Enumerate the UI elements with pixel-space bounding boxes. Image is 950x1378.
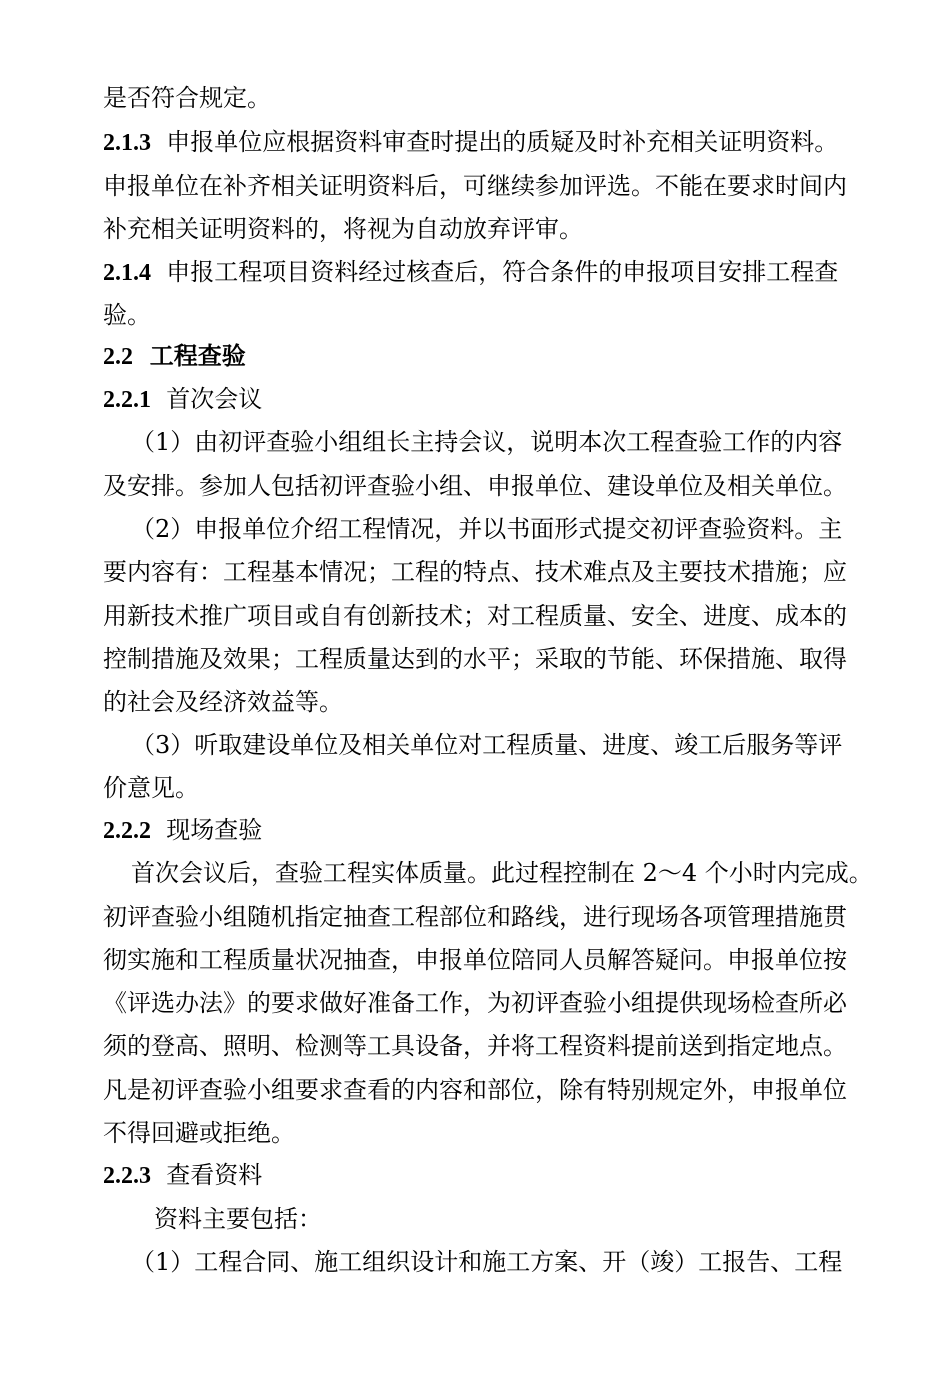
subsection-title: 查看资料	[166, 1161, 263, 1189]
clause-number: 2.1.4	[103, 260, 151, 286]
line-text: 《评选办法》的要求做好准备工作，为初评查验小组提供现场检查所必	[103, 989, 847, 1017]
line-text: （3）听取建设单位及相关单位对工程质量、进度、竣工后服务等评	[131, 731, 843, 759]
subsection-2-2-3-heading	[103, 1160, 262, 1191]
line-text: 补充相关证明资料的，将视为自动放弃评审。	[103, 215, 583, 243]
text-line	[131, 1247, 842, 1277]
line-text: 的社会及经济效益等。	[103, 688, 343, 716]
subsection-2-2-1-heading	[103, 384, 262, 415]
line-text: 不得回避或拒绝。	[103, 1119, 295, 1147]
text-line	[131, 427, 842, 457]
line-text: 要内容有：工程基本情况；工程的特点、技术难点及主要技术措施；应	[103, 558, 847, 586]
line-text: 申报单位在补齐相关证明资料后，可继续参加评选。不能在要求时间内	[103, 172, 847, 200]
line-text: 价意见。	[103, 774, 199, 802]
subsection-title: 首次会议	[166, 385, 263, 413]
line-text: 凡是初评查验小组要求查看的内容和部位，除有特别规定外，申报单位	[103, 1076, 847, 1104]
text-line	[103, 902, 847, 932]
section-title: 工程查验	[149, 341, 246, 370]
text-line	[103, 1075, 847, 1105]
line-text: 资料主要包括：	[154, 1205, 322, 1233]
clause-number: 2.1.3	[103, 130, 151, 156]
line-text: 是否符合规定。	[103, 84, 271, 112]
subsection-title: 现场查验	[166, 816, 263, 844]
subsection-2-2-2-heading	[103, 815, 262, 846]
line-text: （1）由初评查验小组组长主持会议，说明本次工程查验工作的内容	[131, 428, 843, 456]
line-text: 用新技术推广项目或自有创新技术；对工程质量、安全、进度、成本的	[103, 602, 847, 630]
text-line	[103, 945, 847, 975]
line-text: 彻实施和工程质量状况抽查，申报单位陪同人员解答疑问。申报单位按	[103, 946, 847, 974]
text-line	[103, 773, 199, 803]
line-text: 初评查验小组随机指定抽查工程部位和路线，进行现场各项管理措施贯	[103, 903, 847, 931]
text-line	[103, 471, 847, 501]
line-text: 及安排。参加人包括初评查验小组、申报单位、建设单位及相关单位。	[103, 472, 847, 500]
section-number: 2.2	[103, 344, 133, 370]
line-text: （2）申报单位介绍工程情况，并以书面形式提交初评查验资料。主	[131, 515, 843, 543]
text-line	[131, 730, 842, 760]
text-line	[131, 858, 873, 888]
text-line	[103, 601, 847, 631]
text-line	[103, 171, 847, 201]
text-line	[103, 300, 151, 330]
subsection-number: 2.2.3	[103, 1163, 151, 1189]
text-line	[103, 988, 847, 1018]
line-text: 控制措施及效果；工程质量达到的水平；采取的节能、环保措施、取得	[103, 645, 847, 673]
text-line	[103, 557, 847, 587]
text-line	[103, 214, 583, 244]
text-line	[103, 644, 847, 674]
line-text: 申报工程项目资料经过核查后，符合条件的申报项目安排工程查	[166, 258, 839, 286]
subsection-number: 2.2.2	[103, 818, 151, 844]
line-text: 须的登高、照明、检测等工具设备，并将工程资料提前送到指定地点。	[103, 1032, 847, 1060]
text-line	[154, 1204, 322, 1234]
line-text: 首次会议后，查验工程实体质量。此过程控制在 2～4 个小时内完成。	[131, 859, 873, 887]
line-text: （1）工程合同、施工组织设计和施工方案、开（竣）工报告、工程	[131, 1248, 843, 1276]
line-text: 验。	[103, 301, 151, 329]
text-line	[103, 1031, 847, 1061]
section-2-2-heading	[103, 341, 246, 372]
subsection-number: 2.2.1	[103, 387, 151, 413]
text-line	[103, 1118, 295, 1148]
clause-2-1-3	[103, 127, 838, 158]
clause-2-1-4	[103, 257, 838, 288]
text-line	[131, 514, 842, 544]
line-text: 申报单位应根据资料审查时提出的质疑及时补充相关证明资料。	[166, 128, 839, 156]
text-line	[103, 83, 271, 113]
text-line	[103, 687, 343, 717]
